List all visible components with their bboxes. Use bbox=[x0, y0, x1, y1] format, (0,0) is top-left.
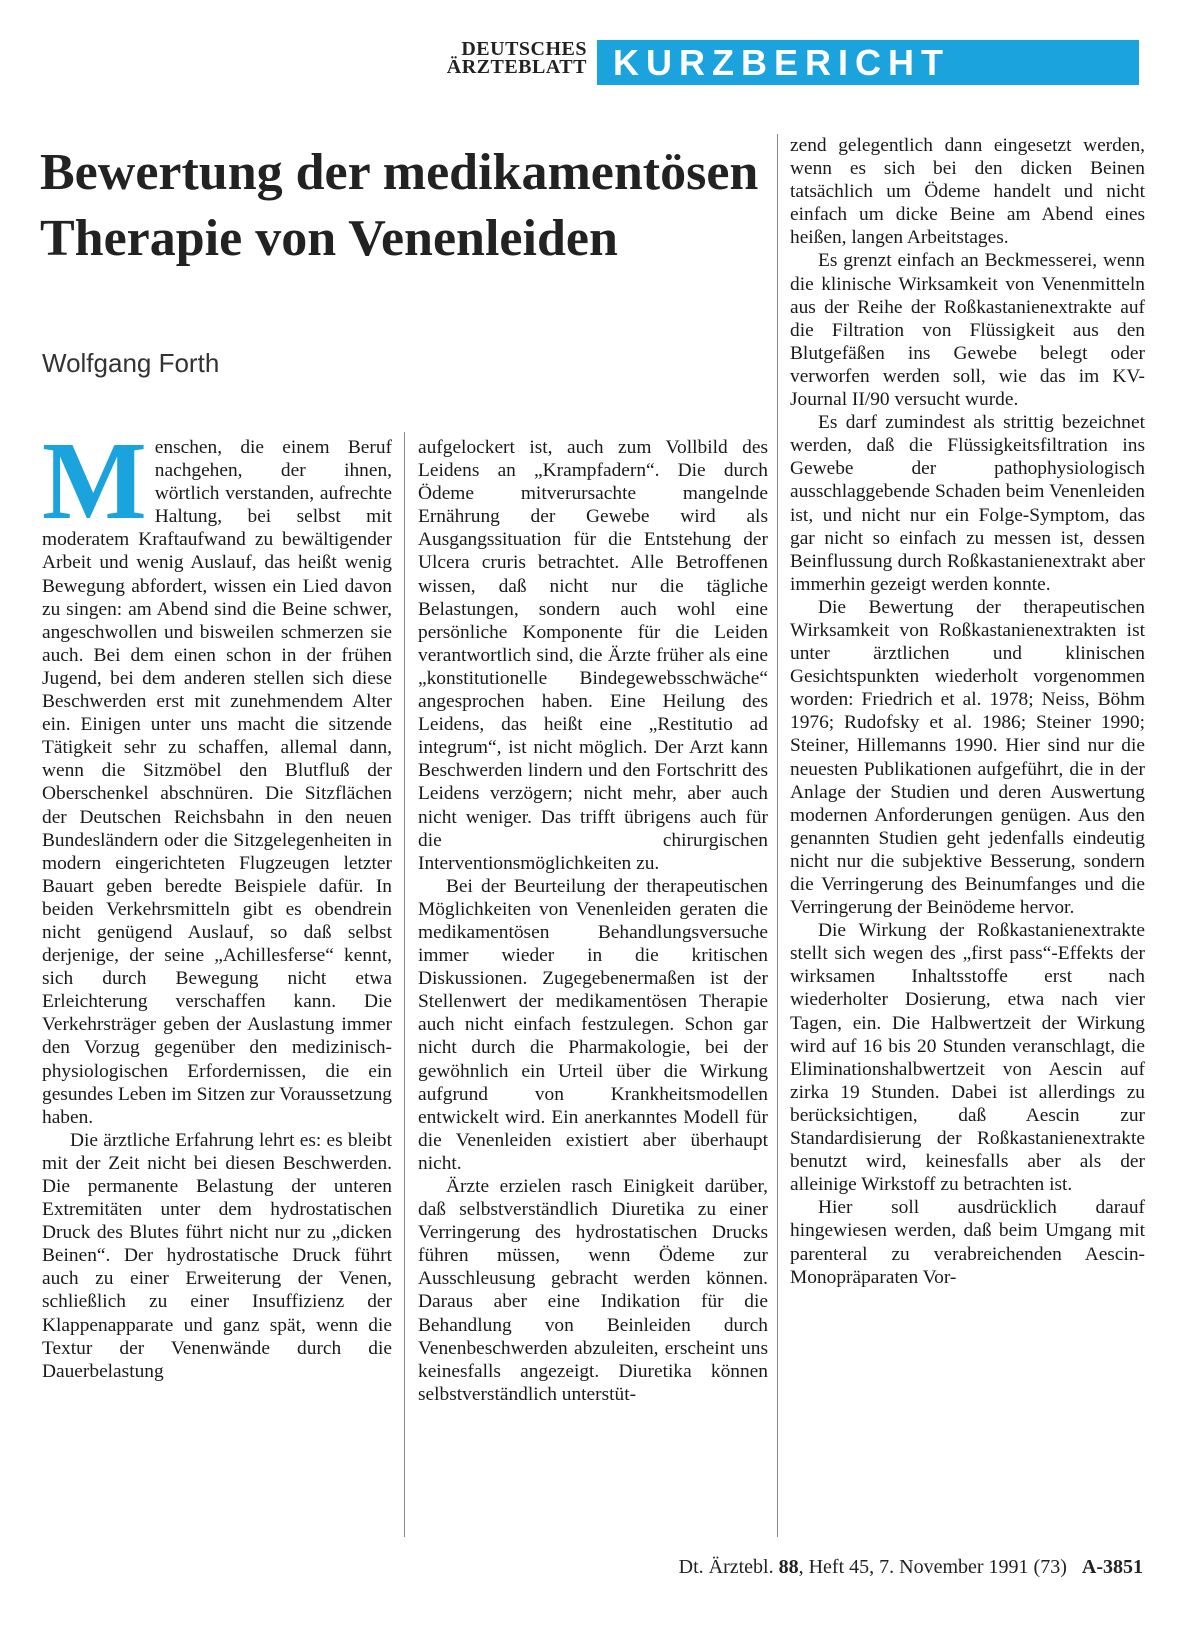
paragraph: Die Wirkung der Roßkastanienextrakte stellt sich wegen des „first pass“-Effekts der wirksamen Inhaltsstoffe erst nach wiederholter Dosierung, etwa nach vier Tagen, ein. Die Halbwertzeit der Wirkung wird auf 16 bis 20 Stunden veranschlagt, die Eliminationshalbwertzeit von Aescin auf zirka 19 Stunden. Dabei ist allerdings zu berücksichtigen, daß Aescin zur Standardisierung der Roßkastanienextrakte benutzt wird, keinesfalls aber als der alleinige Wirkstoff zu betrachten ist. bbox=[790, 920, 1145, 1196]
text-column-3 bbox=[790, 134, 1145, 1289]
paragraph: zend gelegentlich dann eingesetzt werden, wenn es sich bei den dicken Beinen tatsächlich um Ödeme handelt und nicht einfach um dicke Beine am Abend eines heißen, langen Arbeitstages. bbox=[790, 135, 1145, 249]
paragraph: Die Bewertung der therapeutischen Wirksamkeit von Roßkastanienextrakten ist unter ärztlichen und klinischen Gesichtspunkten wiederholt vorgenommen worden: Friedrich et al. 1978; Neiss, Böhm 1976; Rudofsky et al. 1986; Steiner 1990; Steiner, Hillemanns 1990. Hier sind nur die neuesten Publikationen aufgeführt, die in der Anlage der Studien und deren Auswertung modernen Anforderungen genügen. Aus den genannten Studien geht jedenfalls eindeutig nicht nur die subjektive Besserung, sondern die Verringerung des Beinumfanges und die Verringerung der Beinödeme hervor. bbox=[790, 596, 1145, 919]
journal-logo-line1: DEUTSCHES bbox=[461, 38, 587, 60]
paragraph: Es darf zumindest als strittig bezeichnet werden, daß die Flüssigkeitsfiltration ins Gewebe der pathophysiologisch ausschlaggebende Schaden beim Venenleiden ist, und nicht nur ein Folge-Symptom, das gar nicht so einfach zu messen ist, dessen Beinflussung durch Roßkastanienextrakt aber immerhin gezeigt werden konnte. bbox=[790, 412, 1145, 595]
paragraph-text: enschen, die einem Beruf nachgehen, der ihnen, wörtlich verstanden, aufrechte Haltung, bei selbst mit moderatem Kraftaufwand zu bewältigender Arbeit und wenig Auslauf, das heißt wenig Bewegung abfordert, wissen ein Lied davon zu singen: am Abend sind die Beine schwer, angeschwollen und bisweilen schmerzen sie auch. Bei dem einen schon in der frühen Jugend, bei dem anderen stellen sich diese Beschwerden erst mit zunehmendem Alter ein. Einigen unter uns macht die sitzende Tätigkeit sehr zu schaffen, allemal dann, wenn die Sitzmöbel den Blutfluß der Oberschenkel abschnüren. Die Sitzflächen der Deutschen Reichsbahn in den neuen Bundesländern oder die Sitzgelegenheiten in modern eingerichteten Flugzeugen letzter Bauart geben beredte Beispiele dafür. In beiden Verkehrsmitteln gibt es obendrein nicht genügend Auslauf, so daß selbst derjenige, der seine „Achillesferse“ kennt, sich durch Bewegung nicht etwa Erleichterung verschaffen kann. Die Verkehrsträger geben der Auslastung immer den Vorzug gegenüber den medizinisch-physiologischen Erfordernissen, die ein gesundes Leben im Sitzen zur Voraussetzung haben. bbox=[42, 437, 392, 1128]
page-footer bbox=[679, 1556, 1143, 1579]
paragraph: Bei der Beurteilung der therapeutischen Möglichkeiten von Venenleiden geraten die medikamentösen Behandlungsversuche immer wieder in die kritischen Diskussionen. Zugegebenermaßen ist der Stellenwert der medikamentösen Therapie auch nicht einfach festzulegen. Schon gar nicht durch die Pharmakologie, bei der gewöhnlich ein Urteil über die Wirkung aufgrund von Krankheitsmodellen entwickelt wird. Ein anerkanntes Modell für die Venenleiden existiert aber überhaupt nicht. bbox=[418, 875, 768, 1174]
paragraph: aufgelockert ist, auch zum Vollbild des Leidens an „Krampfadern“. Die durch Ödeme mitverursachte mangelnde Ernährung der Gewebe wird als Ausgangssituation für die Entstehung der Ulcera cruris betrachtet. Alle Betroffenen wissen, daß nicht nur die tägliche Belastungen, sondern auch wohl eine persönliche Komponente für die Leiden verantwortlich sind, die Ärzte früher als eine „konstitutionelle Bindegewebsschwäche“ angesprochen haben. Eine Heilung des Leidens, das heißt eine „Restitutio ad integrum“, ist nicht möglich. Der Arzt kann Beschwerden lindern und den Fortschritt des Leidens verzögern; nicht mehr, aber auch nicht weniger. Das trifft übrigens auch für die chirurgischen Interventionsmöglichkeiten zu. bbox=[418, 437, 768, 874]
drop-cap: M bbox=[42, 420, 147, 543]
text-column-1 bbox=[42, 420, 392, 1383]
journal-logo-line2: ÄRZTEBLATT bbox=[446, 56, 587, 78]
section-banner bbox=[597, 40, 1139, 85]
masthead bbox=[415, 40, 1145, 88]
footer-volume: 88 bbox=[778, 1556, 799, 1578]
article-author: Wolfgang Forth bbox=[42, 348, 220, 378]
footer-page-number: A-3851 bbox=[1081, 1556, 1143, 1578]
footer-issue: , Heft 45, 7. November 1991 (73) bbox=[798, 1556, 1067, 1578]
paragraph: Die ärztliche Erfahrung lehrt es: es bleibt mit der Zeit nicht bei diesen Beschwerden. Die permanente Belastung der unteren Extremitäten unter dem hydrostatischen Druck des Blutes führt nicht nur zu „dicken Beinen“. Der hydrostatische Druck führt auch zu einer Erweiterung der Venen, schließlich zu einer Insuffizienz der Klappenapparate und ganz spät, wenn die Textur der Venenwände durch die Dauerbelastung bbox=[42, 1129, 392, 1382]
footer-journal: Dt. Ärztebl. bbox=[678, 1556, 774, 1578]
paragraph: Ärzte erzielen rasch Einigkeit darüber, daß selbstverständlich Diuretika zu einer Verringerung des hydrostatischen Drucks führen müssen, wenn Ödeme zur Ausschleusung gebracht werden können. Daraus aber eine Indikation für die Behandlung von Beinleiden durch Venenbeschwerden abzuleiten, erscheint uns keinesfalls angezeigt. Diuretika können selbstverständlich unterstüt- bbox=[418, 1176, 768, 1405]
column-divider bbox=[777, 134, 778, 1537]
journal-logo bbox=[415, 40, 587, 76]
column-divider bbox=[404, 432, 405, 1537]
section-label: KURZBERICHT bbox=[613, 42, 950, 83]
paragraph: Es grenzt einfach an Beckmesserei, wenn die klinische Wirksamkeit von Venenmitteln aus der Reihe der Roßkastanienextrakte auf die Filtration von Flüssigkeit aus den Blutgefäßen ins Gewebe belegt oder verworfen werden soll, wie das im KV-Journal II/90 versucht wurde. bbox=[790, 250, 1145, 411]
paragraph bbox=[42, 420, 392, 1129]
paragraph: Hier soll ausdrücklich darauf hingewiesen werden, daß beim Umgang mit parenteral zu verabreichenden Aescin-Monopräparaten Vor- bbox=[790, 1197, 1145, 1288]
text-column-2 bbox=[418, 436, 768, 1406]
article-title: Bewertung der medikamentösen Therapie von Venenleiden bbox=[40, 144, 759, 267]
